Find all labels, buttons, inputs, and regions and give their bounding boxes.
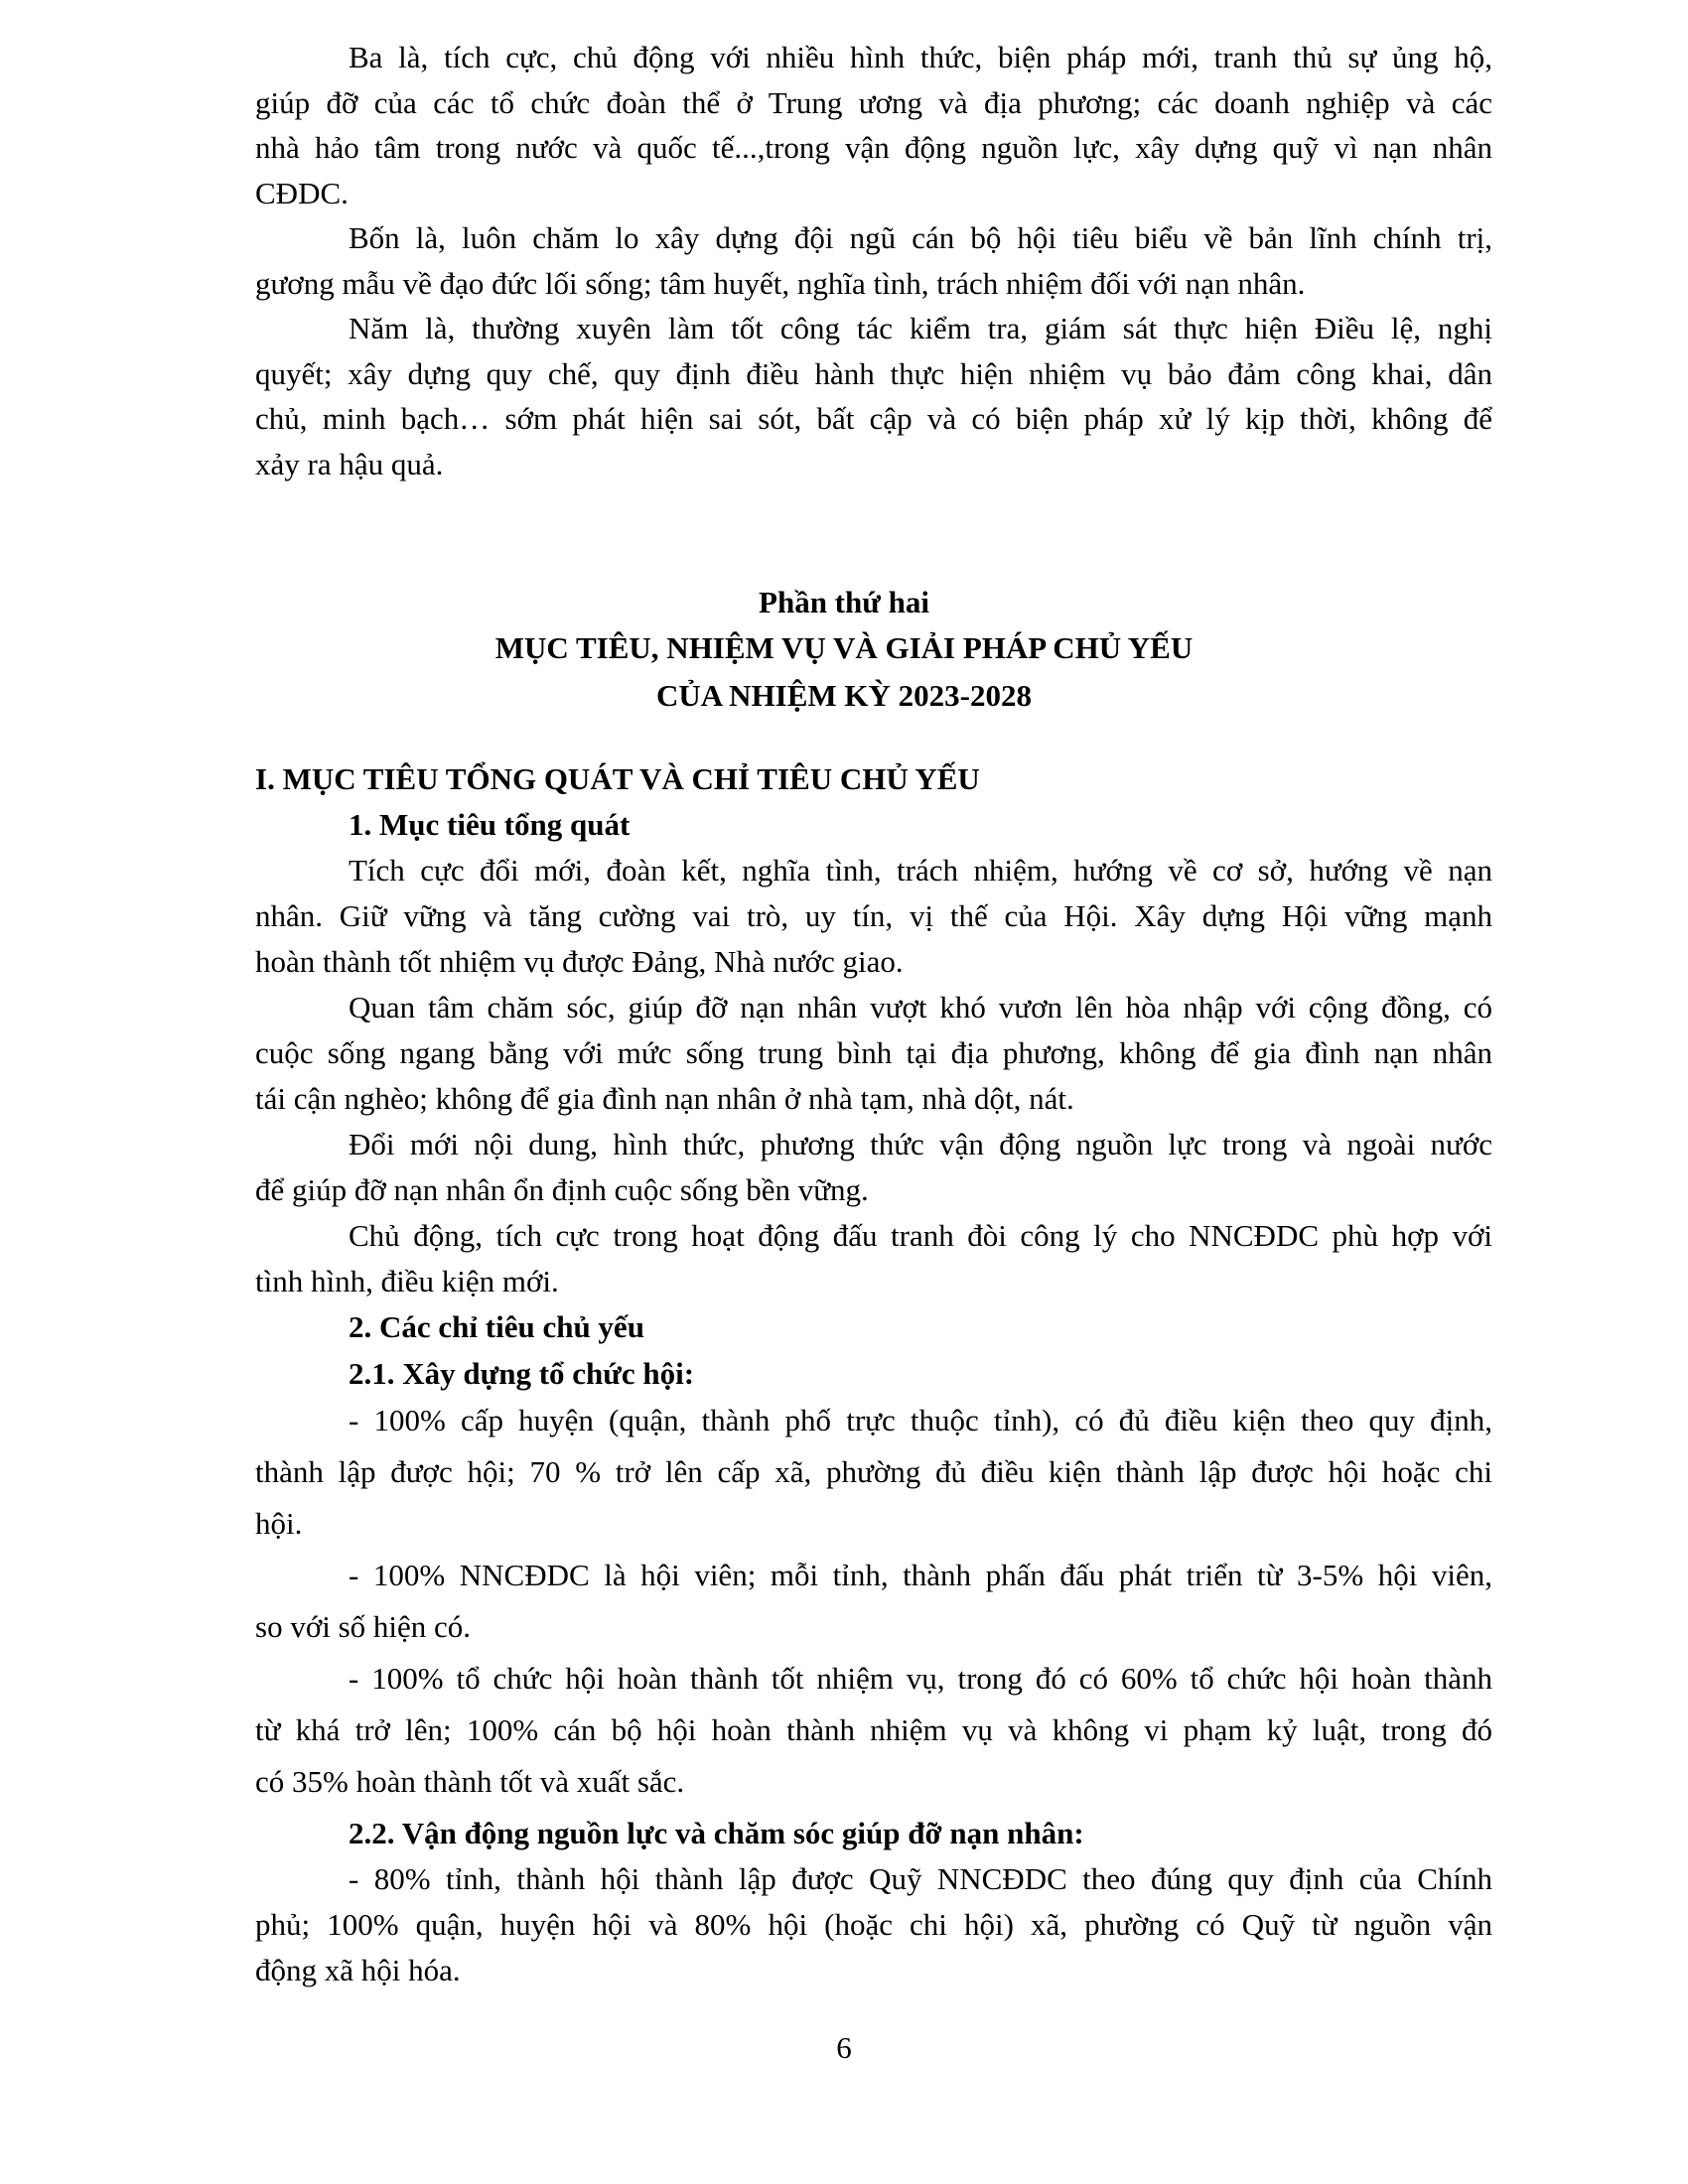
text-line: tái cận nghèo; không để gia đình nạn nhân ở nhà tạm, nhà dột, nát. (255, 1081, 1074, 1116)
part-heading-line-2: CỦA NHIỆM KỲ 2023-2028 (655, 678, 1033, 713)
page-number: 6 (836, 2030, 852, 2065)
text-line: Quan tâm chăm sóc, giúp đỡ nạn nhân vượt khó vươn lên hòa nhập với cộng đồng, có (349, 990, 1492, 1024)
text-line: Năm là, thường xuyên làm tốt công tác kiểm tra, giám sát thực hiện Điều lệ, nghị (349, 311, 1492, 345)
text-line: Tích cực đổi mới, đoàn kết, nghĩa tình, trách nhiệm, hướng về cơ sở, hướng về nạn (349, 853, 1492, 887)
text-line: từ khá trở lên; 100% cán bộ hội hoàn thành nhiệm vụ và không vi phạm kỷ luật, trong đó (255, 1712, 1492, 1747)
part-title: Phần thứ hai (759, 585, 929, 619)
section-heading: I. MỤC TIÊU TỔNG QUÁT VÀ CHỈ TIÊU CHỦ YẾU (255, 761, 980, 796)
text-line: gương mẫu về đạo đức lối sống; tâm huyết, nghĩa tình, trách nhiệm đối với nạn nhân. (255, 265, 1306, 301)
text-line: quyết; xây dựng quy chế, quy định điều hành thực hiện nhiệm vụ bảo đảm công khai, dân (255, 355, 1492, 391)
text-line: tình hình, điều kiện mới. (255, 1264, 559, 1298)
text-line: thành lập được hội; 70 % trở lên cấp xã, phường đủ điều kiện thành lập được hội hoặc chi (255, 1454, 1492, 1489)
text-line: Ba là, tích cực, chủ động với nhiều hình thức, biện pháp mới, tranh thủ sự ủng hộ, (349, 40, 1492, 74)
text-line: cuộc sống ngang bằng với mức sống trung bình tại địa phương, không để gia đình nạn nhân (255, 1035, 1492, 1070)
text-line: để giúp đỡ nạn nhân ổn định cuộc sống bền vững. (255, 1172, 869, 1207)
text-line: động xã hội hóa. (255, 1953, 461, 1987)
text-line: - 100% cấp huyện (quận, thành phố trực thuộc tỉnh), có đủ điều kiện theo quy định, (349, 1403, 1492, 1437)
text-line: xảy ra hậu quả. (255, 446, 444, 481)
text-line: giúp đỡ của các tổ chức đoàn thể ở Trung ương và địa phương; các doanh nghiệp và các (255, 84, 1492, 120)
text-line: có 35% hoàn thành tốt và xuất sắc. (255, 1764, 685, 1799)
text-line: hội. (255, 1506, 303, 1541)
text-line: phủ; 100% quận, huyện hội và 80% hội (hoặc chi hội) xã, phường có Quỹ từ nguồn vận (255, 1907, 1492, 1942)
part-heading-line-1: MỤC TIÊU, NHIỆM VỤ VÀ GIẢI PHÁP CHỦ YẾU (494, 630, 1194, 665)
subsection-heading-1: 1. Mục tiêu tổng quát (349, 807, 631, 842)
text-line: nhà hảo tâm trong nước và quốc tế...,trong vận động nguồn lực, xây dựng quỹ vì nạn nhân (255, 130, 1492, 165)
text-line: Chủ động, tích cực trong hoạt động đấu tranh đòi công lý cho NNCĐDC phù hợp với (349, 1218, 1492, 1253)
text-line: so với số hiện có. (255, 1609, 472, 1644)
text-line: hoàn thành tốt nhiệm vụ được Đảng, Nhà nước giao. (255, 944, 904, 979)
text-line: Bốn là, luôn chăm lo xây dựng đội ngũ cán bộ hội tiêu biểu về bản lĩnh chính trị, (349, 220, 1492, 255)
text-line: - 100% tổ chức hội hoàn thành tốt nhiệm vụ, trong đó có 60% tổ chức hội hoàn thành (349, 1661, 1492, 1696)
subsection-heading-2: 2. Các chỉ tiêu chủ yếu (349, 1309, 644, 1344)
text-line: CĐDC. (255, 175, 349, 210)
subsection-heading-2-1: 2.1. Xây dựng tổ chức hội: (349, 1356, 695, 1391)
text-line: - 100% NNCĐDC là hội viên; mỗi tỉnh, thành phấn đấu phát triển từ 3-5% hội viên, (349, 1558, 1492, 1592)
text-line: nhân. Giữ vững và tăng cường vai trò, uy tín, vị thế của Hội. Xây dựng Hội vững mạnh (255, 898, 1492, 933)
text-line: chủ, minh bạch… sớm phát hiện sai sót, bất cập và có biện pháp xử lý kịp thời, không để (255, 401, 1492, 436)
text-line: - 80% tỉnh, thành hội thành lập được Quỹ NNCĐDC theo đúng quy định của Chính (349, 1861, 1492, 1896)
subsection-heading-2-2: 2.2. Vận động nguồn lực và chăm sóc giúp đỡ nạn nhân: (349, 1816, 1084, 1850)
text-line: Đổi mới nội dung, hình thức, phương thức vận động nguồn lực trong và ngoài nước (349, 1127, 1492, 1161)
